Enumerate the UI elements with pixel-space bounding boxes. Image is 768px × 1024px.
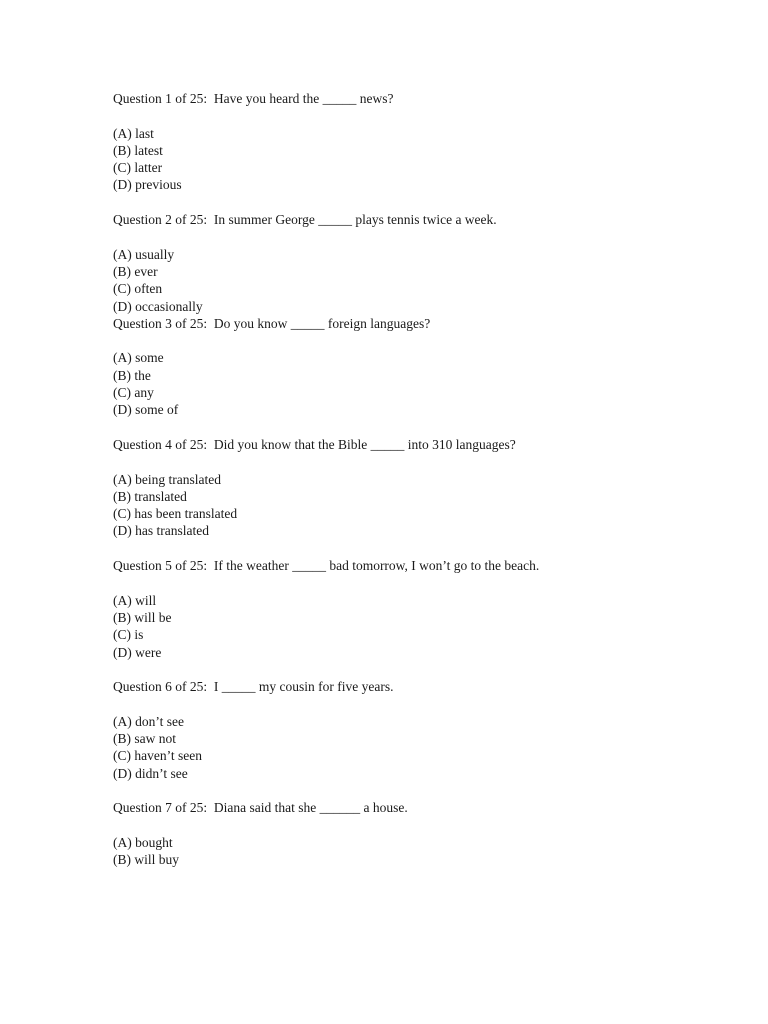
question-text: Question 6 of 25: I _____ my cousin for five years. bbox=[113, 679, 394, 695]
question-text: Question 4 of 25: Did you know that the Bible _____ into 310 languages? bbox=[113, 436, 516, 452]
question-block bbox=[113, 436, 713, 540]
option-list bbox=[113, 713, 713, 782]
option-d: (D) were bbox=[113, 644, 162, 660]
question-text: Question 3 of 25: Do you know _____ foreign languages? bbox=[113, 315, 431, 331]
option-b: (B) will buy bbox=[113, 852, 179, 868]
option-a: (A) don’t see bbox=[113, 713, 184, 729]
question-block bbox=[113, 211, 713, 315]
quiz-content bbox=[113, 90, 713, 868]
option-a: (A) will bbox=[113, 592, 157, 608]
question-block bbox=[113, 557, 713, 661]
option-a: (A) last bbox=[113, 125, 154, 141]
option-list bbox=[113, 834, 713, 869]
spacer bbox=[113, 194, 713, 211]
option-b: (B) ever bbox=[113, 263, 158, 279]
spacer bbox=[113, 419, 713, 436]
question-text: Question 1 of 25: Have you heard the _____ news? bbox=[113, 91, 394, 106]
option-c: (C) has been translated bbox=[113, 506, 238, 522]
option-d: (D) occasionally bbox=[113, 298, 203, 314]
option-c: (C) latter bbox=[113, 160, 163, 176]
option-c: (C) any bbox=[113, 385, 154, 401]
question-text: Question 5 of 25: If the weather _____ bad tomorrow, I won’t go to the beach. bbox=[113, 558, 540, 574]
option-list bbox=[113, 349, 713, 418]
question-block bbox=[113, 678, 713, 782]
option-a: (A) some bbox=[113, 350, 164, 366]
option-a: (A) being translated bbox=[113, 471, 221, 487]
option-b: (B) will be bbox=[113, 609, 172, 625]
option-d: (D) some of bbox=[113, 402, 179, 418]
option-a: (A) usually bbox=[113, 246, 175, 262]
option-c: (C) is bbox=[113, 627, 144, 643]
option-list bbox=[113, 246, 713, 315]
question-block bbox=[113, 90, 713, 194]
option-d: (D) didn’t see bbox=[113, 765, 188, 781]
option-b: (B) saw not bbox=[113, 730, 176, 746]
question-text: Question 7 of 25: Diana said that she ______ a house. bbox=[113, 800, 408, 816]
option-list bbox=[113, 592, 713, 661]
option-list bbox=[113, 471, 713, 540]
option-b: (B) the bbox=[113, 367, 151, 383]
option-c: (C) often bbox=[113, 281, 163, 297]
option-b: (B) translated bbox=[113, 488, 187, 504]
question-block bbox=[113, 799, 713, 868]
option-a: (A) bought bbox=[113, 834, 173, 850]
option-list bbox=[113, 125, 713, 194]
spacer bbox=[113, 540, 713, 557]
option-d: (D) has translated bbox=[113, 523, 209, 539]
option-b: (B) latest bbox=[113, 142, 163, 158]
option-c: (C) haven’t seen bbox=[113, 748, 202, 764]
question-block bbox=[113, 315, 713, 419]
question-text: Question 2 of 25: In summer George _____ plays tennis twice a week. bbox=[113, 212, 497, 228]
option-d: (D) previous bbox=[113, 177, 182, 193]
spacer bbox=[113, 661, 713, 678]
spacer bbox=[113, 782, 713, 799]
